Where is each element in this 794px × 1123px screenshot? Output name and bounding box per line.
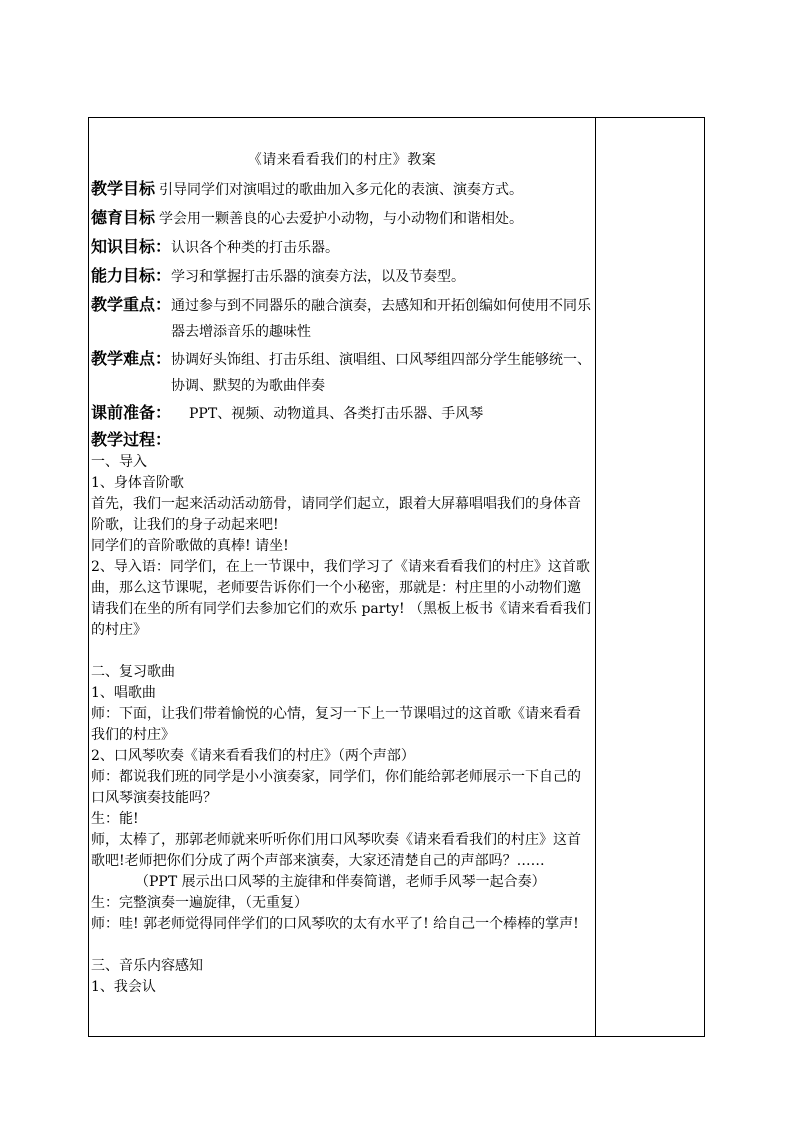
objective-label: 德育目标 (91, 208, 156, 227)
paragraph: 首先，我们一起来活动活动筋骨，请同学们起立，跟着大屏幕唱唱我们的身体音阶歌，让我们的身子动起来吧! (91, 496, 581, 533)
paragraph: 师：都说我们班的同学是小小演奏家，同学们，你们能给郭老师展示一下自己的口风琴演奏技能吗？ (91, 769, 581, 806)
document-title: 《请来看看我们的村庄》教案 (247, 152, 437, 168)
objective-teaching-goal (91, 175, 593, 204)
subsection-heading: 1、唱歌曲 (91, 685, 156, 701)
objective-ability-goal (91, 262, 593, 291)
objective-value: 学会用一颗善良的心去爱护小动物，与小动物们和谐相处。 (159, 211, 524, 227)
paragraph: 生：完整演奏一遍旋律，（无重复） (91, 895, 308, 911)
objective-key-point (91, 291, 593, 345)
objective-moral-goal (91, 204, 593, 233)
subsection-heading: 1、身体音阶歌 (91, 475, 184, 491)
section-heading: 三、音乐内容感知 (91, 958, 203, 974)
blank-line (91, 641, 593, 662)
table-column-divider (595, 117, 596, 1037)
objective-value: 协调好头饰组、打击乐组、演唱组、口风琴组四部分学生能够统一、协调、默契的为歌曲伴奏 (171, 352, 592, 394)
objective-difficulty (91, 345, 593, 399)
objective-preparation (91, 399, 593, 428)
objective-value: 通过参与到不同器乐的融合演奏，去感知和开拓创编如何使用不同乐器去增添音乐的趣味性 (171, 298, 592, 340)
paragraph: 师，太棒了，那郭老师就来听听你们用口风琴吹奏《请来看看我们的村庄》这首歌吧!老师把你们分成了两个声部来演奏，大家还清楚自己的声部吗？…… (91, 832, 581, 869)
section-heading: 一、导入 (91, 454, 147, 470)
objective-value: 学习和掌握打击乐器的演奏方法，以及节奏型。 (171, 269, 466, 285)
objective-value: 认识各个种类的打击乐器。 (171, 240, 340, 256)
objective-value: 引导同学们对演唱过的歌曲加入多元化的表演、演奏方式。 (159, 182, 524, 198)
subsection-heading: 1、我会认 (91, 979, 156, 995)
objective-label: 能力目标： (91, 266, 172, 285)
paragraph: 师：下面，让我们带着愉悦的心情，复习一下上一节课唱过的这首歌《请来看看我们的村庄》 (91, 706, 581, 743)
paragraph: （PPT 展示出口风琴的主旋律和伴奏简谱，老师手风琴一起合奏） (135, 874, 546, 890)
paragraph: 师：哇! 郭老师觉得同伴学们的口风琴吹的太有水平了! 给自己一个棒棒的掌声! (91, 916, 579, 932)
objective-label: 教学重点： (91, 295, 172, 314)
objective-knowledge-goal (91, 233, 593, 262)
objective-label: 知识目标： (91, 237, 172, 256)
paragraph: 生：能! (91, 811, 139, 827)
paragraph: 2、导入语：同学们，在上一节课中，我们学习了《请来看看我们的村庄》这首歌曲，那么这节课呢，老师要告诉你们一个小秘密，那就是：村庄里的小动物们邀请我们在坐的所有同学们去参加它们的欢乐 party! （黑板上板书《请来看看我们的村庄》 (91, 559, 592, 638)
objective-label: 教学目标 (91, 179, 156, 198)
paragraph: 同学们的音阶歌做的真棒! 请坐! (91, 538, 289, 554)
objective-label: 教学难点： (91, 349, 172, 368)
objective-value: PPT、视频、动物道具、各类打击乐器、手风琴 (189, 406, 484, 422)
lesson-plan-content (91, 150, 593, 998)
subsection-heading: 2、口风琴吹奏《请来看看我们的村庄》（两个声部） (91, 748, 415, 764)
section-heading: 二、复习歌曲 (91, 664, 175, 680)
process-heading: 教学过程： (91, 430, 172, 449)
objective-label: 课前准备： (91, 403, 172, 422)
blank-line (91, 935, 593, 956)
